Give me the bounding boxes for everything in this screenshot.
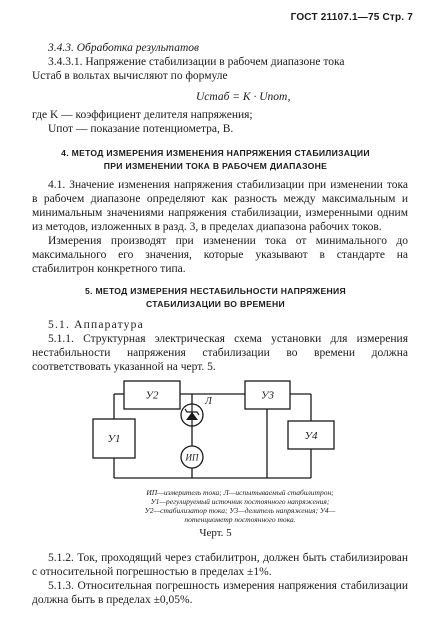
section-3-4-3-title: 3.4.3. Обработка результатов bbox=[48, 42, 199, 54]
zener-diode-l bbox=[181, 404, 203, 426]
label-ip: ИП bbox=[185, 452, 199, 463]
section-3-4-3-1-line2: Uстаб в вольтах вычисляют по формуле bbox=[32, 70, 228, 82]
label-l: Л bbox=[205, 396, 212, 407]
section-5-heading-line1: 5. МЕТОД ИЗМЕРЕНИЯ НЕСТАБИЛЬНОСТИ НАПРЯЖЕНИЯ bbox=[85, 286, 346, 296]
section-4-heading-line1: 4. МЕТОД ИЗМЕРЕНИЯ ИЗМЕНЕНИЯ НАПРЯЖЕНИЯ СТАБИЛИЗАЦИИ bbox=[61, 148, 370, 158]
diagram-title: Черт. 5 bbox=[199, 527, 232, 539]
section-5-1-1-paragraph: 5.1.1. Структурная электрическая схема установки для измерения нестабильности напряжения стабилизации во времени должна соответствовать указанной на черт. 5. bbox=[32, 333, 408, 373]
formula: Uстаб = K · Uпот, bbox=[196, 91, 291, 103]
section-5-heading-line2: СТАБИЛИЗАЦИИ ВО ВРЕМЕНИ bbox=[146, 299, 285, 309]
section-4-measurement-paragraph: Измерения производят при изменении тока от минимального до максимального его значения, которые указывают в стандарте на стабилитрон конкретного типа. bbox=[32, 235, 408, 275]
page-header: ГОСТ 21107.1—75 Стр. 7 bbox=[290, 12, 413, 23]
where-line1: где K — коэффициент делителя напряжения; bbox=[32, 109, 253, 121]
section-5-1-title: 5.1. Аппаратура bbox=[48, 319, 144, 331]
where-line2: Uпот — показание потенциометра, В. bbox=[48, 123, 234, 135]
label-y3: У3 bbox=[261, 389, 274, 402]
section-5-1-2-paragraph: 5.1.2. Ток, проходящий через стабилитрон, должен быть стабилизирован с относительной погрешностью в пределах ±1%. bbox=[32, 552, 408, 578]
diagram-caption-line4: потенциометр постоянного тока. bbox=[184, 515, 296, 524]
label-y2: У2 bbox=[145, 389, 159, 402]
section-3-4-3-1-line1: 3.4.3.1. Напряжение стабилизации в рабочем диапазоне тока bbox=[48, 56, 345, 68]
diagram-caption-line1: ИП—измеритель тока; Л—испытываемый стабилитрон; bbox=[146, 488, 334, 497]
diagram-caption-line3: У2—стабилизатор тока; У3—делитель напряжения; У4— bbox=[144, 506, 336, 515]
diagram-caption-line2: У1—регулируемый источник постоянного напряжения; bbox=[150, 497, 330, 506]
section-4-heading-line2: ПРИ ИЗМЕНЕНИИ ТОКА В РАБОЧЕМ ДИАПАЗОНЕ bbox=[103, 161, 328, 171]
section-5-1-3-paragraph: 5.1.3. Относительная погрешность измерения напряжения стабилизации должна быть в пределах ±0,05%. bbox=[32, 580, 408, 606]
label-y1: У1 bbox=[107, 433, 121, 445]
label-y4: У4 bbox=[304, 430, 318, 442]
section-4-1-paragraph: 4.1. Значение изменения напряжения стабилизации при изменении тока в рабочем диапазоне определяют как разность между максимальным и минимальным значениями напряжения стабилизации, измеренными одним из методов, изложенных в разд. 3, в пределах диапазона рабочих токов. bbox=[32, 179, 408, 233]
